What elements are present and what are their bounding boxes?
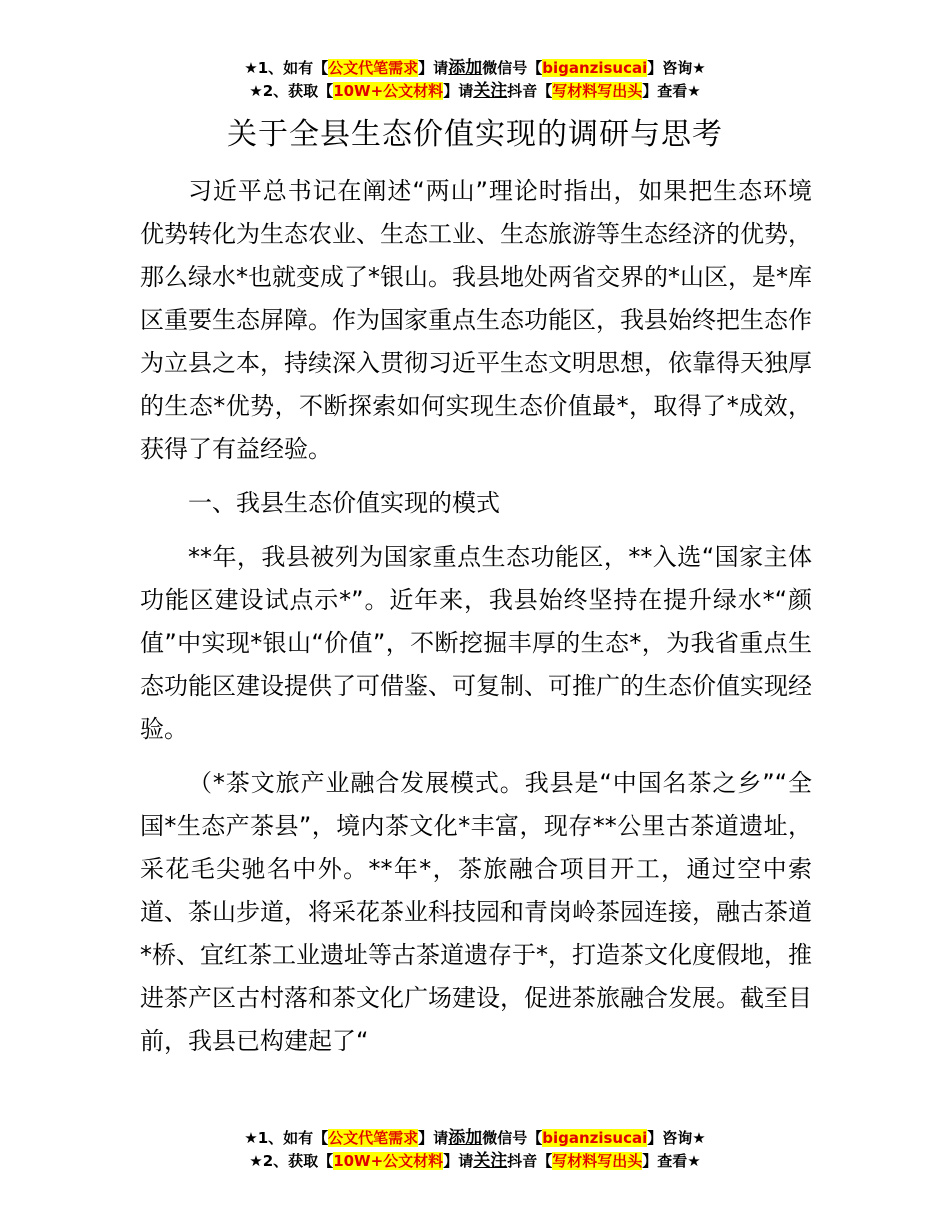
banner-highlight: 公文代笔需求 [328, 1129, 419, 1147]
banner-text: 】请 [418, 1129, 449, 1147]
section-paragraph: **年，我县被列为国家重点生态功能区，**入选“国家主体功能区建设试点示*”。近年来，我县始终坚持在提升绿水*“颜值”中实现*银山“价值”，不断挖掘丰厚的生态*，为我省重点生态功能区建设提供了可借鉴、可复制、可推广的生态价值实现经验。 [140, 543, 812, 743]
banner-text: 抖音【 [507, 1152, 553, 1170]
bottom-banner [0, 1127, 950, 1173]
banner-highlight: 公文代笔需求 [328, 59, 419, 77]
banner-underline: 添加 [448, 1128, 483, 1148]
banner-line-1 [0, 57, 950, 80]
banner-text: 】咨询★ [647, 1129, 706, 1147]
banner-text: 微信号【 [482, 59, 543, 77]
section-paragraph: （*茶文旅产业融合发展模式。我县是“中国名茶之乡”“全国*生态产茶县”，境内茶文化*丰富，现存**公里古茶道遗址，采花毛尖驰名中外。**年*，茶旅融合项目开工，通过空中索道、茶山步道，将采花茶业科技园和青岗岭茶园连接，融古茶道*桥、宜红茶工业遗址等古茶道遗存于*，打造茶文化度假地，推进茶产区古村落和茶文化广场建设，促进茶旅融合发展。截至目前，我县已构建起了“ [140, 769, 812, 1055]
banner-underline: 添加 [448, 58, 483, 78]
banner-text: 】请 [443, 82, 474, 100]
document-body [140, 170, 812, 1074]
section-heading: 一、我县生态价值实现的模式 [188, 489, 500, 517]
banner-line-2 [0, 80, 950, 103]
banner-text: 】查看★ [642, 82, 701, 100]
banner-highlight: 10W+公文材料 [333, 82, 444, 100]
banner-line-2 [0, 1150, 950, 1173]
banner-highlight: 10W+公文材料 [333, 1152, 444, 1170]
banner-highlight: biganzisucai [542, 59, 648, 77]
top-banner [0, 57, 950, 103]
intro-paragraph: 习近平总书记在阐述“两山”理论时指出，如果把生态环境优势转化为生态农业、生态工业、生态旅游等生态经济的优势，那么绿水*也就变成了*银山。我县地处两省交界的*山区，是*库区重要生态屏障。作为国家重点生态功能区，我县始终把生态作为立县之本，持续深入贯彻习近平生态文明思想，依靠得天独厚的生态*优势，不断探索如何实现生态价值最*，取得了*成效，获得了有益经验。 [140, 177, 812, 463]
banner-highlight: biganzisucai [542, 1129, 648, 1147]
document-title: 关于全县生态价值实现的调研与思考 [227, 117, 723, 152]
banner-underline: 关注 [473, 1151, 508, 1171]
banner-text: 】咨询★ [647, 59, 706, 77]
banner-highlight: 写材料写出头 [552, 82, 643, 100]
banner-highlight: 写材料写出头 [552, 1152, 643, 1170]
banner-text: ★1、如有【 [244, 59, 329, 77]
banner-text: 抖音【 [507, 82, 553, 100]
banner-text: 】请 [418, 59, 449, 77]
banner-text: ★2、获取【 [249, 82, 334, 100]
banner-line-1 [0, 1127, 950, 1150]
banner-underline: 关注 [473, 81, 508, 101]
banner-text: 】查看★ [642, 1152, 701, 1170]
banner-text: 】请 [443, 1152, 474, 1170]
banner-text: ★2、获取【 [249, 1152, 334, 1170]
banner-text: 微信号【 [482, 1129, 543, 1147]
banner-text: ★1、如有【 [244, 1129, 329, 1147]
